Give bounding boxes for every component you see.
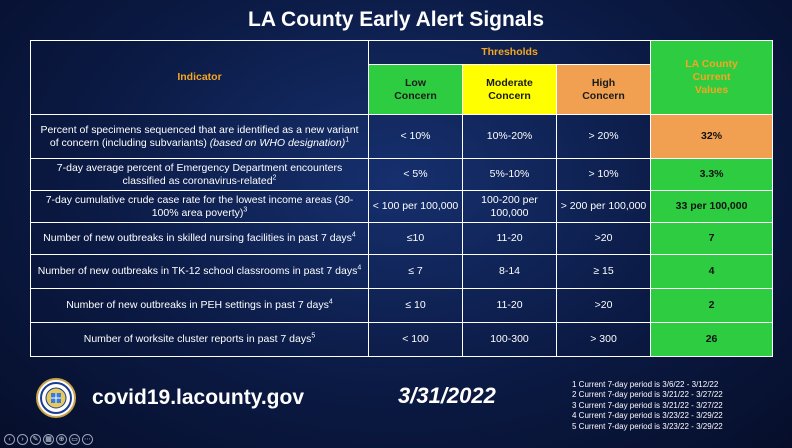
- low-threshold-cell: ≤ 10: [369, 289, 463, 323]
- table-row: [31, 289, 773, 323]
- table-row: [31, 255, 773, 289]
- indicator-cell: Percent of specimens sequenced that are identified as a new variant of concern (including subvariants) (based on WHO designation)$^1$: [31, 115, 369, 159]
- low-threshold-cell: ≤10: [369, 223, 463, 255]
- footnote-5: 5 Current 7-day period is 3/23/22 - 3/29/22: [572, 421, 723, 431]
- chat-icon[interactable]: ▭: [69, 434, 80, 445]
- high-threshold-cell: > 200 per 100,000: [557, 191, 651, 223]
- table-row: [31, 191, 773, 223]
- high-threshold-cell: >20: [557, 289, 651, 323]
- table-row: [31, 223, 773, 255]
- low-threshold-cell: < 5%: [369, 159, 463, 191]
- high-threshold-cell: > 20%: [557, 115, 651, 159]
- current-value-cell: 4: [651, 255, 773, 289]
- footnote-4: 4 Current 7-day period is 3/23/22 - 3/29/22: [572, 411, 723, 421]
- indicator-cell: Number of new outbreaks in TK-12 school classrooms in past 7 days$^4$: [31, 255, 369, 289]
- zoom-icon[interactable]: ⊕: [56, 434, 67, 445]
- moderate-threshold-cell: 100-200 per 100,000: [463, 191, 557, 223]
- page-title: LA County Early Alert Signals: [248, 8, 544, 31]
- low-threshold-cell: < 100: [369, 323, 463, 357]
- indicator-cell: Number of new outbreaks in PEH settings in past 7 days$^4$: [31, 289, 369, 323]
- table-row: [31, 159, 773, 191]
- table-row: [31, 323, 773, 357]
- high-threshold-cell: ≥ 15: [557, 255, 651, 289]
- indicator-cell: 7-day cumulative crude case rate for the lowest income areas (30-100% area poverty)$^3$: [31, 191, 369, 223]
- moderate-concern-header: Moderate Concern: [463, 65, 557, 115]
- table-row: [31, 115, 773, 159]
- high-concern-header: High Concern: [557, 65, 651, 115]
- alert-signals-table: [30, 40, 773, 357]
- high-threshold-cell: >20: [557, 223, 651, 255]
- thresholds-header: Thresholds: [369, 41, 651, 65]
- current-value-cell: 3.3%: [651, 159, 773, 191]
- current-value-cell: 33 per 100,000: [651, 191, 773, 223]
- pen-icon[interactable]: ✎: [30, 434, 41, 445]
- footnote-1: 1 Current 7-day period is 3/6/22 - 3/12/22: [572, 380, 719, 389]
- grid-icon[interactable]: ▦: [43, 434, 54, 445]
- moderate-threshold-cell: 11-20: [463, 223, 557, 255]
- current-value-cell: 2: [651, 289, 773, 323]
- current-value-cell: 32%: [651, 115, 773, 159]
- indicator-header: Indicator: [31, 41, 369, 115]
- more-icon[interactable]: ⋯: [84, 436, 91, 443]
- low-threshold-cell: < 100 per 100,000: [369, 191, 463, 223]
- high-threshold-cell: > 300: [557, 323, 651, 357]
- current-value-cell: 26: [651, 323, 773, 357]
- footnote-3: 3 Current 7-day period is 3/21/22 - 3/27/22: [572, 400, 723, 410]
- low-concern-header: Low Concern: [369, 65, 463, 115]
- la-county-seal-icon: [36, 378, 76, 418]
- moderate-threshold-cell: 11-20: [463, 289, 557, 323]
- moderate-threshold-cell: 100-300: [463, 323, 557, 357]
- moderate-threshold-cell: 10%-20%: [463, 115, 557, 159]
- arrow-left-icon[interactable]: ‹: [4, 434, 15, 445]
- current-value-cell: 7: [651, 223, 773, 255]
- moderate-threshold-cell: 8-14: [463, 255, 557, 289]
- indicator-cell: Number of new outbreaks in skilled nursing facilities in past 7 days$^4$: [31, 223, 369, 255]
- low-threshold-cell: ≤ 7: [369, 255, 463, 289]
- website-link[interactable]: covid19.lacounty.gov: [92, 386, 304, 409]
- footnotes: [572, 380, 723, 432]
- footnote-2: 2 Current 7-day period is 3/21/22 - 3/27/22: [572, 390, 723, 400]
- arrow-right-icon[interactable]: ›: [17, 434, 28, 445]
- presentation-toolbar: [4, 434, 93, 445]
- indicator-cell: 7-day average percent of Emergency Department encounters classified as coronavirus-related$^2$: [31, 159, 369, 191]
- low-threshold-cell: < 10%: [369, 115, 463, 159]
- indicator-cell: Number of worksite cluster reports in past 7 days$^5$: [31, 323, 369, 357]
- report-date: 3/31/2022: [398, 383, 496, 408]
- lac-current-values-header: LA County Current Values: [651, 41, 773, 115]
- moderate-threshold-cell: 5%-10%: [463, 159, 557, 191]
- high-threshold-cell: > 10%: [557, 159, 651, 191]
